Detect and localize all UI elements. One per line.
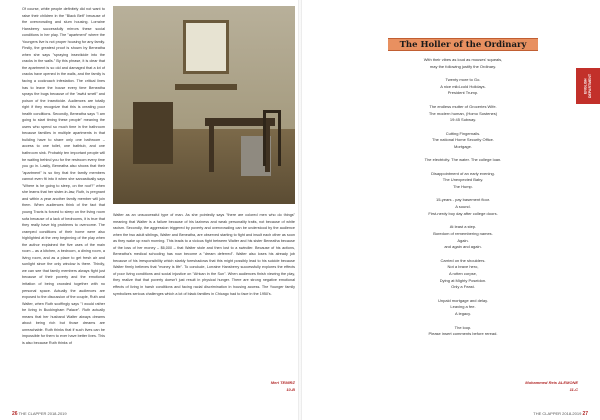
poem-line: and again and again. [444,244,482,250]
author-class: 10-B [286,386,295,392]
stanza-break [388,291,538,298]
poem-line: A sound. [455,204,471,210]
footer-right [533,410,588,418]
stanza-break [388,318,538,325]
poem-line: Mortgage. [453,143,472,149]
author-byline-left [240,380,295,393]
department-tab [576,68,600,104]
poem-line: Unpaid mortgage and delay. [438,297,488,303]
article-column-1: Of course, white people definitely did not want to raise their children in the "Black Belt" because of the overcrowding and slum housing. Lorraine Hansberry successfully mirrors these social conditions in her play. The "apartment" where the Youngers live is not proper housing for any family. Firstly, the greatest proof is shown by Beneatha when she says "spraying insecticide into the cracks in the walls." By this phrase, it is clear that the apartment is so old and damaged that a lot of cracks have opened in the walls, and the family is facing a cockroach infestation. The critical lines has to leave the house every time Beneatha sprays the bugs because of the "awful smell" and poison of the insecticide. Audiences are totally right if they recognize that this is creating poor health conditions. Secondly, Beneatha says "I am going to start timing these people" meaning the users who spend so much time in the bathroom because families in multiple apartments in that building have to share only one bathroom – access to one toilet, one bathtub, and one bathroom sink. Probably ten important people will be waiting behind you for the restroom every time you go in. Lastly, Beneatha also shows that their "apartment" is so tiny that the family members cannot even fit into it when she sarcastically says "Where is he going to sleep, on the roof?" when she learns that her sister-in-law, Ruth, is pregnant and within a year another family member will join them. When audiences think of the fact that young Travis is forced to sleep on the living room sofa because of a lack of bedrooms, it is true that they really have big problems to overcome. The cramped conditions of their home were also highlighted at the very beginning of the play when the author explained the five uses of the main room – as a kitchen, a bedroom, a dining room, a living room, and as a place to get fresh air and sunlight since the only window is there. Thirdly, we can see that family members always fight just because of their poverty and the emotional irritation of being crowded together with no personal space. Actually the audiences are exposed to the discussion of the couple, Ruth and Walter, when Ruth scoffingly says "I would rather be living in Buckingham Palace". Ruth actually means that her husband Walter always dreams about being rich but those dreams are unreachable. Ruth thinks that if such lives can be impossible for them to ever have better lives. This is also because Ruth thinks of [22,7,105,345]
stanza-break [388,218,538,225]
stanza-break [388,251,538,258]
footer-left [12,410,67,418]
poem-line: The national Home Security Office. [432,137,494,143]
footer-text-right: THE CLAPPER 2018-2019 [533,411,582,416]
footer-text-left: THE CLAPPER 2018-2019 [18,411,67,416]
article-column-2: Walter as an unsuccessful type of man. As she pointedly says "there are colored men who do things" meaning that Walter is a failure because of his laziness and weak personality traits, not because of white racism. Secondly, the aggression triggered by poverty and overcrowding can be understood by the audience when the two adult siblings, Walter and Beneatha, are observed starting to fight and insult each other as soon as they wake up each morning. This leads to a vicious fight between Walter and his sister Beneatha because of the loss of her money – $6,000 – that Walter stole and then lost to a swindler. Because of his actions, Beneatha's medical schooling has now become a "dream deferred". Walter also loses his already job because of his irresponsibility which starkly foreshadows that this might possibly lead to his suicide because Walter firmly believes that "money is life". To conclude, Lorraine Hansberry successfully explores the effects of poor living conditions and social injustice on "African in the Sun". When audiences finish viewing the play, they realize that that poverty doesn't just result in physical hunger. There are strong negative emotional effects of living in harsh conditions and facing racial discrimination in housing access. The Younger family symbolizes serious challenges which a lot of black families in Chicago had to face in the 1950's. [113,213,295,296]
stanza-break [388,70,538,77]
author-byline-right [470,380,578,393]
poem-line: The loop. [454,324,472,330]
poem-body [388,57,538,369]
stanza-break [388,164,538,171]
department-tab-label: ENGLISH DEPARTMENT [583,73,592,99]
poem-line: Carried on the shoulders. [440,257,486,263]
poem-line: A rotten corpse, [448,271,477,276]
poem-line: Twenty more to Go. [445,77,481,83]
page-number-right: 27 [582,411,588,417]
poem-line: Disappointment of an early evening. [431,170,495,176]
window-shape [183,20,229,74]
page-gutter [298,0,302,420]
poem-line: Dying at Mighty Poseidon. [439,277,487,283]
apartment-photo [113,6,295,204]
poem-line: The Unexpected Baby. [442,177,484,183]
poem-line: The electricity. The water. The college loan. [424,157,502,163]
poem-line: With their vibes as loud as mouses' squeals, [423,57,503,62]
stanza-break [388,97,538,104]
poem-line: Cutting Fingernails. [445,130,481,136]
poem-line: Boredom of remembering names. [433,230,493,236]
author-name: Meri TEMIRZ [270,380,295,385]
poem-line: The endless mutter of Groceries Wife. [429,103,497,109]
poem-title: The Holler of the Ordinary [399,40,527,50]
poem-line: Not a brave hero, [447,264,479,270]
poet-name: Muhammed Reis ALEMONE [525,380,578,385]
poem-line: Please insert comments before reread. [428,331,498,337]
poem-line: Again. [457,237,469,243]
stanza-break [388,191,538,198]
poem-line: may the following justify the Ordinary. [429,63,497,69]
stanza-break [388,151,538,158]
poem-line: President Trump. [447,90,479,96]
poem-title-box [388,38,538,51]
poem-line: 15-years - pay basement floor. [435,197,491,203]
poem-line: 19:45 Subway. [449,117,477,123]
poem-line: First-nerdy boy day after college doors. [428,210,498,216]
poem-line: At least a step. [449,224,477,230]
poem-line: A legacy. [455,311,471,317]
page-number-left: 26 [12,411,18,417]
poet-class: 11-C [569,386,578,392]
poem-line: Only a Feast. [451,284,475,290]
poem-line: Leaving a fee. [450,304,476,310]
poem-line: The Hump. [453,184,473,190]
chair-shape [263,110,281,166]
poem-line: A nice mild-cold Holidays. [440,83,486,89]
stanza-break [388,124,538,131]
poem-line: The modern human, (Homo Sostenes) [428,110,498,116]
